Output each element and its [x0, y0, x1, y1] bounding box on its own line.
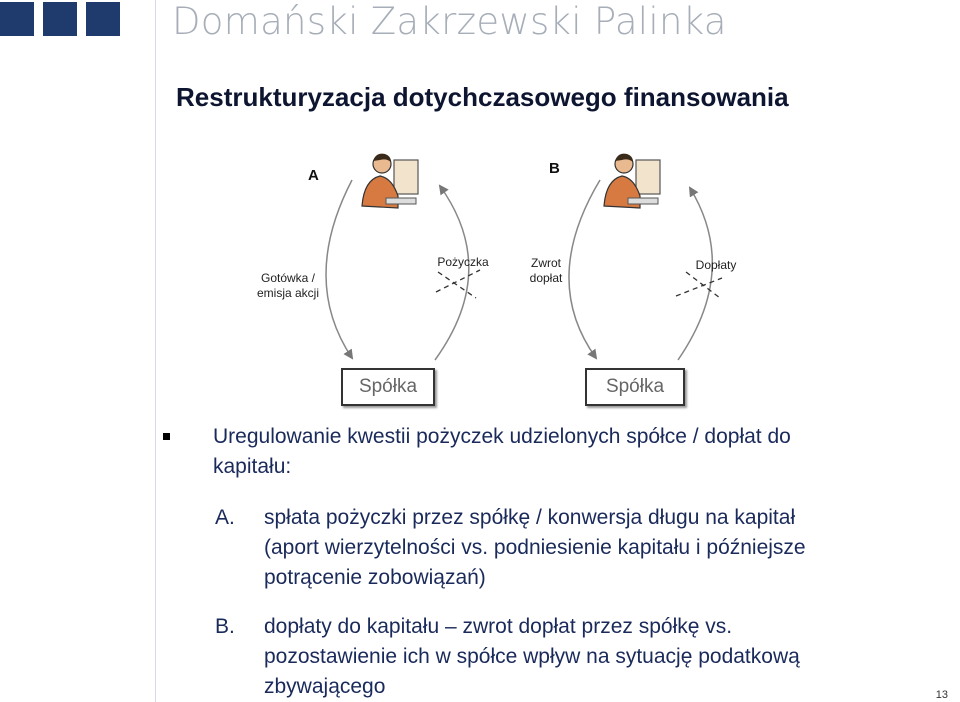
arc-a-left [326, 180, 352, 358]
arc-b-right [678, 188, 712, 360]
item-b-line: zbywającego [264, 675, 386, 698]
crossed-surcharge-mark [676, 272, 722, 298]
person-at-computer-icon [358, 146, 422, 212]
scenario-b-label: B [549, 160, 560, 177]
item-b-line: pozostawienie ich w spółce wpływ na sytuację podatkową [264, 645, 800, 668]
bullet-square [163, 433, 170, 440]
surcharge-label: Dopłaty [695, 258, 737, 272]
loan-label: Pożyczka [437, 255, 489, 269]
brand-name: Domański Zakrzewski Palinka [172, 0, 727, 43]
bullet-text-line: Uregulowanie kwestii pożyczek udzielonych spółce / dopłat do [213, 425, 791, 448]
scenario-a-label: A [308, 167, 319, 184]
page-title: Restrukturyzacja dotychczasowego finansowania [176, 82, 789, 112]
page-number: 13 [935, 689, 948, 701]
item-a-line: potrącenie zobowiązań) [264, 566, 486, 589]
item-b-marker: B. [215, 615, 235, 638]
company-box-b: Spółka [585, 368, 685, 406]
company-box-a: Spółka [341, 368, 435, 406]
item-a-line: (aport wierzytelności vs. podniesienie kapitału i późniejsze [264, 536, 806, 559]
person-at-computer-icon [600, 146, 664, 212]
bullet-text-line: kapitału: [213, 455, 292, 478]
item-a-line: spłata pożyczki przez spółkę / konwersja długu na kapitał [264, 506, 796, 529]
arc-b-left [569, 180, 600, 358]
item-a-marker: A. [215, 506, 235, 529]
refund-label: Zwrot dopłat [529, 256, 563, 285]
crossed-loan-mark [436, 270, 480, 298]
item-b-line: dopłaty do kapitału – zwrot dopłat przez spółkę vs. [264, 615, 733, 638]
cash-equity-label: Gotówka / emisja akcji [256, 271, 319, 300]
